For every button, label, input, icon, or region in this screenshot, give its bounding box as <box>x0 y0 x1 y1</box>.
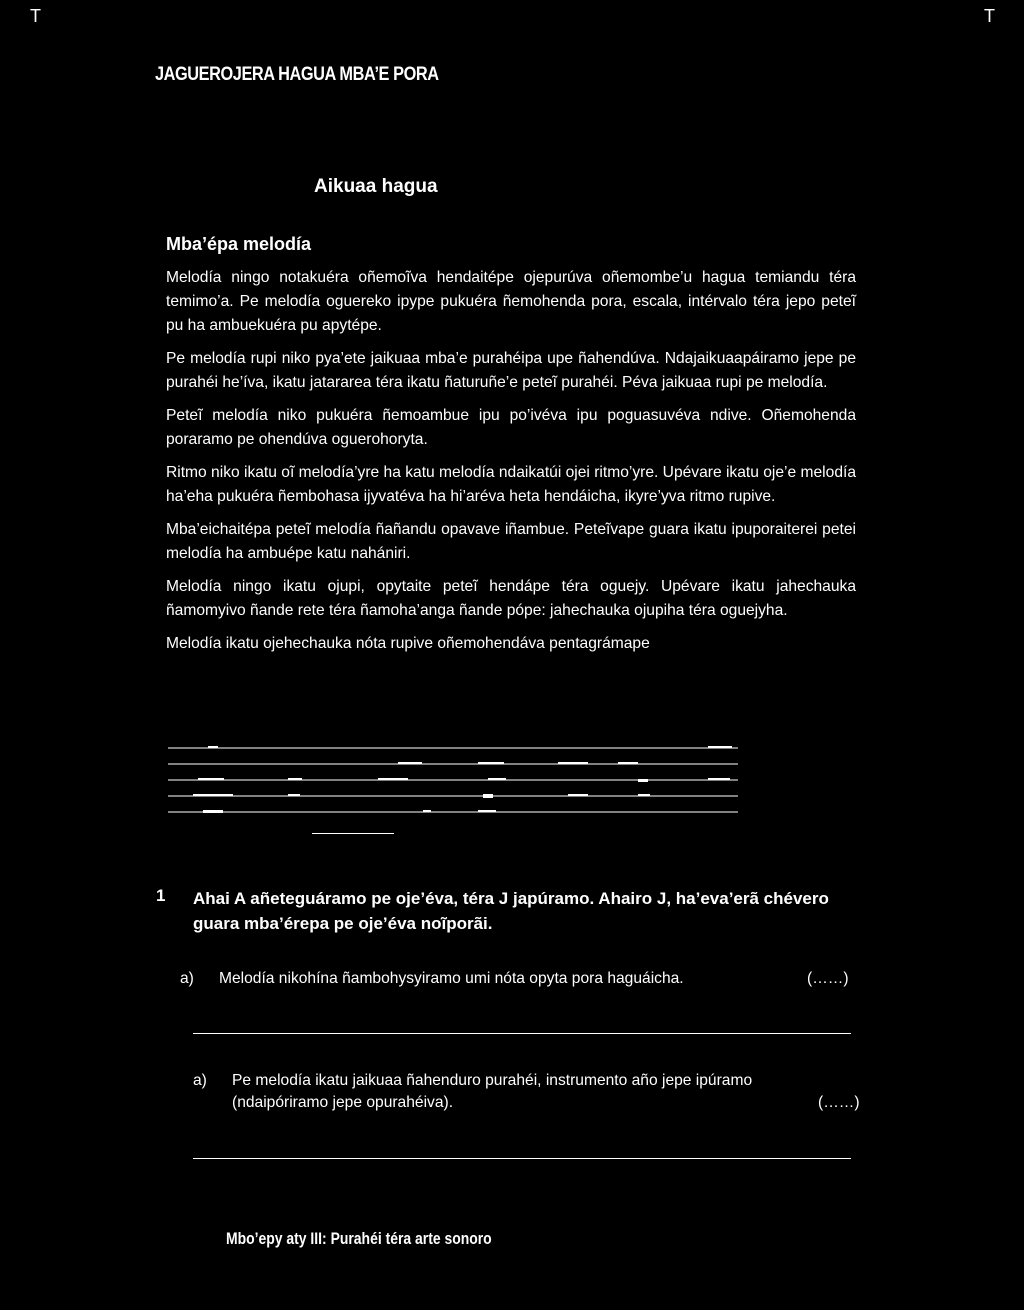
exercise-item <box>180 968 870 992</box>
answer-line[interactable] <box>193 1158 851 1159</box>
item-marker: a) <box>193 1072 207 1089</box>
exercise-item <box>193 1070 860 1118</box>
paragraph: Melodía ningo ikatu ojupi, opytaite peteĩ hendápe téra oguejy. Upévare ikatu jahechauka ñamomyivo ñande rete téra ñamoha’anga ñande pópe: jahechauka ojupiha téra oguejyha. <box>166 578 856 619</box>
paragraph: Pe melodía rupi niko pya’ete jaikuaa mba’e purahéipa upe ñahendúva. Ndajaikuaapáiramo jepe pe purahéi he’íva, ikatu jatararea téra ikatu ñaturuñe’e peteĩ purahéi. Péva jaikuaa rupi pe melodía. <box>166 350 856 391</box>
short-line <box>312 833 394 834</box>
paragraph: Melodía ikatu ojehechauka nóta rupive oñemohendáva pentagrámape <box>166 635 650 652</box>
exercise-number: 1 <box>156 886 166 905</box>
exercise-prompt: Ahai A añeteguáramo pe oje’éva, téra J japúramo. Ahairo J, ha’eva’erã chévero guara mba’érepa pe oje’éva noĩporãi. <box>193 889 829 933</box>
page-footer: Mbo’epy aty III: Purahéi téra arte sonoro <box>226 1229 492 1248</box>
chapter-header: JAGUEROJERA HAGUA MBA’E PORA <box>155 64 439 85</box>
corner-mark-left: T <box>30 6 41 26</box>
corner-mark-right: T <box>984 6 995 26</box>
section-title: Aikuaa hagua <box>314 176 438 197</box>
item-text: Pe melodía ikatu jaikuaa ñahenduro purahéi, instrumento año jepe ipúramo <box>232 1072 753 1089</box>
item-text: (ndaipóriramo jepe opurahéiva). <box>232 1094 454 1111</box>
answer-line[interactable] <box>193 1033 851 1034</box>
paragraph: Mba’eichaitépa peteĩ melodía ñañandu opavave iñambue. Peteĩvape guara ikatu ipuporaiterei petei melodía ha ambuépe katu nahániri. <box>166 521 856 562</box>
item-marker: a) <box>180 970 194 987</box>
subheading: Mba’épa melodía <box>166 234 312 254</box>
paragraph: Melodía ningo notakuéra oñemoĩva hendaitépe ojepurúva oñemombe’u hagua temiandu téra temimo’a. Pe melodía oguereko ipype pukuéra ñemohenda pora, escala, intérvalo téra jepo peteĩ pu ha ambuekuéra pu apytépe. <box>166 269 856 334</box>
answer-blank[interactable]: (……) <box>807 970 849 987</box>
pentagram-staff <box>168 740 738 820</box>
paragraph: Ritmo niko ikatu oĩ melodía’yre ha katu melodía ndaikatúi ojei ritmo’yre. Upévare ikatu oje’e melodía ha’eha pukuéra ñembohasa ijyvatéva ha hi’arévа heta hendáicha, ikyre’yva ritmo rupive. <box>166 464 856 505</box>
paragraph: Peteĩ melodía niko pukuéra ñemoambue ipu po’ivéva ipu poguasuvéva ndive. Oñemohenda poraramo pe ohendúva oguerohoryta. <box>166 407 856 448</box>
item-text: Melodía nikohína ñambohysyiramo umi nóta opyta pora haguáicha. <box>219 970 684 987</box>
answer-blank[interactable]: (……) <box>818 1094 860 1111</box>
body-text <box>166 266 856 665</box>
